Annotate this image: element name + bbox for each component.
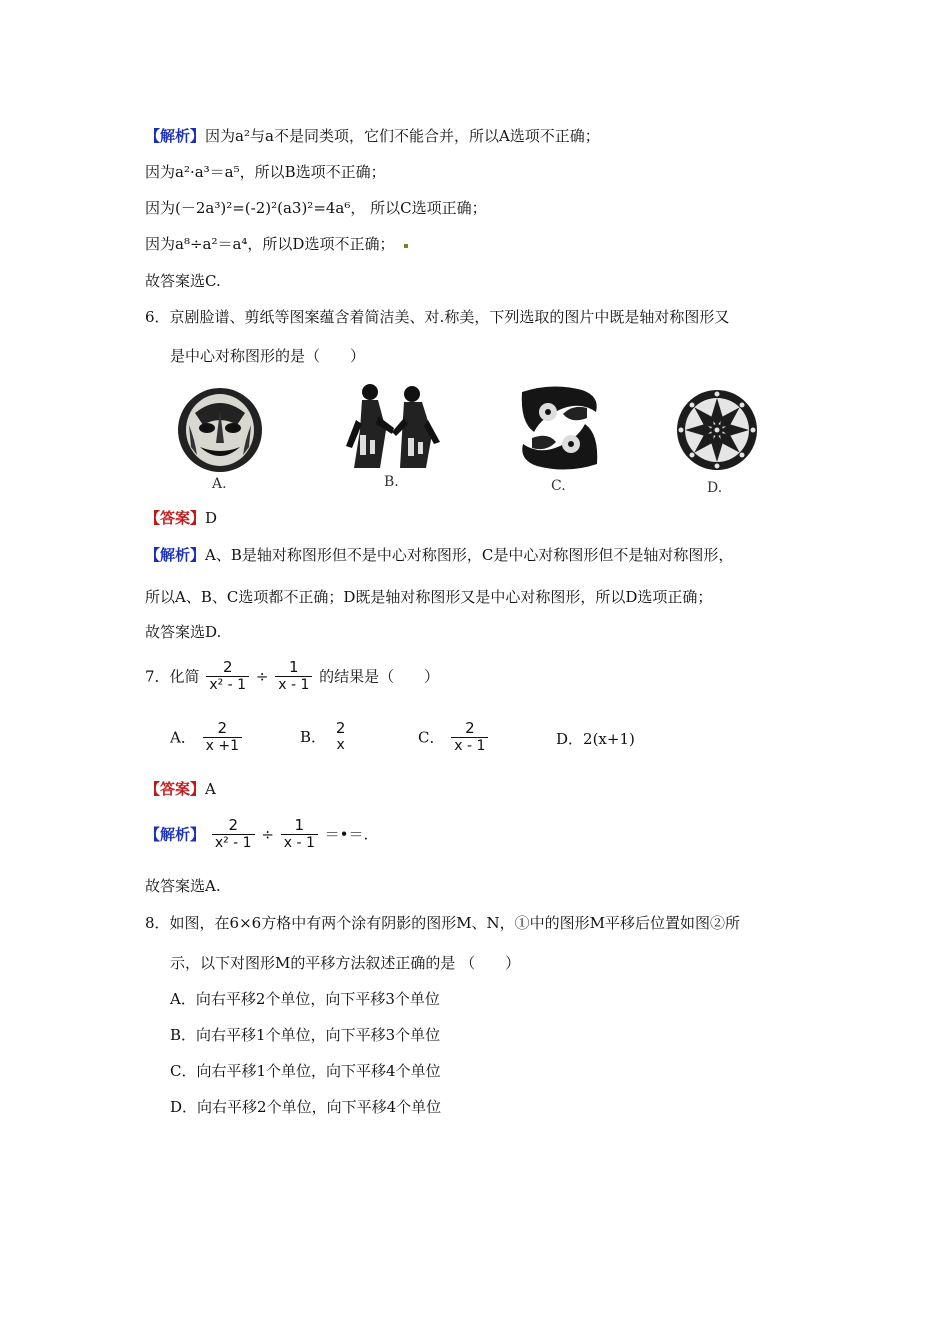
paper-cut-people-figure bbox=[340, 380, 445, 472]
question-8-line-2: 示，以下对图形M的平移方法叙述正确的是 （ ） bbox=[170, 954, 521, 972]
analysis-7-conclusion: 故答案选A. bbox=[145, 877, 221, 895]
analysis-fraction-1: $\frac{2}{\text{x² - 1}}$ bbox=[212, 817, 255, 852]
analysis-7: 【解析】 $\frac{2}{\text{x² - 1}}$ ÷ $\frac{1}{x - 1}$ ＝•＝. bbox=[145, 816, 369, 851]
option-7c-fraction: $\frac{2}{x - 1}$ bbox=[451, 720, 488, 755]
option-8d: D．向右平移2个单位，向下平移4个单位 bbox=[170, 1098, 442, 1116]
fraction-1-over-x-1: $\frac{1}{x - 1}$ bbox=[275, 659, 312, 694]
analysis-line-1: 【解析】因为a²与a不是同类项，它们不能合并，所以A选项不正确； bbox=[145, 127, 600, 145]
answer-line-7: 【答案】A bbox=[145, 780, 216, 798]
option-8b: B．向右平移1个单位，向下平移3个单位 bbox=[170, 1026, 441, 1044]
figure-a-caption: A. bbox=[212, 476, 227, 492]
option-7b-fraction: 2 x bbox=[335, 719, 346, 753]
analysis-line-3: 因为(－2a³)²=(-2)²(a3)²=4a⁶， 所以C选项正确； bbox=[145, 199, 487, 217]
analysis-text: A、B是轴对称图形但不是中心对称图形，C是中心对称图形但不是轴对称图形， bbox=[205, 546, 734, 564]
option-8a: A．向右平移2个单位，向下平移3个单位 bbox=[170, 990, 440, 1008]
option-7b: B． 2 x bbox=[300, 720, 350, 754]
rosette-figure bbox=[670, 384, 765, 476]
analysis-tag: 解析 bbox=[160, 127, 191, 145]
analysis-line-2: 因为a²·a³＝a⁵，所以B选项不正确； bbox=[145, 163, 386, 181]
paper-cut-birds-figure bbox=[512, 382, 607, 474]
analysis-6-conclusion: 故答案选D. bbox=[145, 623, 222, 641]
answer-tag: 答案 bbox=[160, 780, 191, 798]
analysis-tag: 解析 bbox=[160, 546, 191, 564]
question-7-suffix: 的结果是（ ） bbox=[319, 667, 440, 686]
answer-value: D bbox=[205, 509, 218, 527]
answer-tag: 答案 bbox=[160, 509, 191, 527]
option-7c: C． $\frac{2}{x - 1}$ bbox=[418, 720, 490, 755]
figure-b-caption: B. bbox=[384, 474, 399, 490]
answer-value: A bbox=[205, 780, 216, 798]
analysis-6-line-1: 【解析】A、B是轴对称图形但不是中心对称图形，C是中心对称图形但不是轴对称图形， bbox=[145, 546, 734, 564]
option-8c: C．向右平移1个单位，向下平移4个单位 bbox=[170, 1062, 441, 1080]
option-7a-fraction: $\frac{2}{x +1}$ bbox=[203, 720, 242, 755]
analysis-fraction-2: $\frac{1}{x - 1}$ bbox=[281, 817, 318, 852]
option-7d: D．2(x+1) bbox=[556, 730, 635, 748]
analysis-line-4: 因为a⁸÷a²＝a⁴，所以D选项不正确； bbox=[145, 235, 395, 253]
analysis-6-line-2: 所以A、B、C选项都不正确；D既是轴对称图形又是中心对称图形，所以D选项正确； bbox=[145, 588, 713, 606]
analysis-tail: ＝•＝. bbox=[324, 825, 369, 844]
analysis-tag: 解析 bbox=[160, 825, 191, 844]
figure-c-caption: C. bbox=[551, 478, 566, 494]
option-7a: A． $\frac{2}{x +1}$ bbox=[170, 720, 244, 755]
question-7-prefix: 7．化简 bbox=[145, 667, 200, 686]
opera-mask-figure bbox=[175, 385, 265, 475]
question-7-stem bbox=[145, 659, 439, 694]
question-6-line-2: 是中心对称图形的是（ ） bbox=[170, 347, 366, 365]
analysis-text: 因为a²与a不是同类项，它们不能合并，所以A选项不正确； bbox=[205, 127, 600, 145]
answer-line-6: 【答案】D bbox=[145, 509, 218, 527]
analysis-conclusion: 故答案选C. bbox=[145, 272, 221, 290]
division-sign: ÷ bbox=[255, 667, 269, 686]
stray-mark bbox=[404, 244, 408, 248]
question-8-line-1: 8．如图，在6×6方格中有两个涂有阴影的图形M、N，①中的图形M平移后位置如图②所 bbox=[145, 914, 741, 932]
fraction-2-over-x2-1: $\frac{2}{\text{x² - 1}}$ bbox=[206, 659, 249, 694]
figure-d-caption: D. bbox=[707, 480, 723, 496]
question-6-line-1: 6．京剧脸谱、剪纸等图案蕴含着简洁美、对.称美，下列选取的图片中既是轴对称图形又 bbox=[145, 308, 730, 326]
